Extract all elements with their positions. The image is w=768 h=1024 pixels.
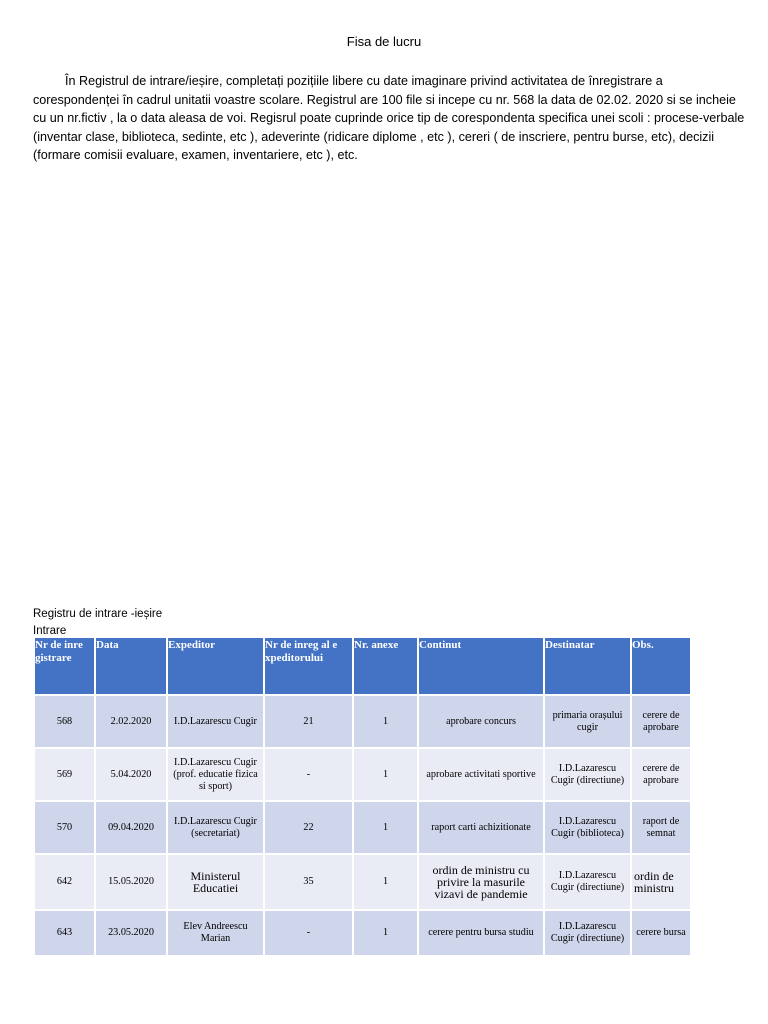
header-destinatar: Destinatar — [545, 638, 630, 696]
cell-continut: ordin de ministru cu privire la masurile vizavi de pandemie — [419, 855, 543, 911]
header-obs: Obs. — [632, 638, 690, 696]
cell-expeditor: Elev Andreescu Marian — [168, 911, 263, 957]
cell-continut: cerere pentru bursa studiu — [419, 911, 543, 957]
cell-data: 5.04.2020 — [96, 749, 166, 802]
cell-expeditor: I.D.Lazarescu Cugir (prof. educatie fizica si sport) — [168, 749, 263, 802]
cell-destinatar: I.D.Lazarescu Cugir (directiune) — [545, 855, 630, 911]
cell-continut: aprobare concurs — [419, 696, 543, 749]
cell-data: 23.05.2020 — [96, 911, 166, 957]
header-data: Data — [96, 638, 166, 696]
registry-table — [33, 638, 692, 957]
cell-anexe: 1 — [354, 855, 417, 911]
header-expeditor: Expeditor — [168, 638, 263, 696]
table-row — [35, 855, 690, 911]
cell-nr-expeditor: 22 — [265, 802, 352, 855]
cell-continut: raport carti achizitionate — [419, 802, 543, 855]
cell-obs: cerere de aprobare — [632, 696, 690, 749]
cell-anexe: 1 — [354, 911, 417, 957]
cell-continut: aprobare activitati sportive — [419, 749, 543, 802]
cell-anexe: 1 — [354, 696, 417, 749]
cell-obs: ordin de ministru — [632, 855, 690, 911]
cell-expeditor: Ministerul Educatiei — [168, 855, 263, 911]
table-row — [35, 696, 690, 749]
header-nr-inregistrare: Nr de inre gistrare — [35, 638, 94, 696]
cell-nr: 642 — [35, 855, 94, 911]
registry-subtitle: Intrare — [33, 625, 67, 637]
cell-nr-expeditor: 21 — [265, 696, 352, 749]
table-header-row — [35, 638, 690, 696]
cell-destinatar: primaria orașului cugir — [545, 696, 630, 749]
cell-destinatar: I.D.Lazarescu Cugir (biblioteca) — [545, 802, 630, 855]
table-row — [35, 802, 690, 855]
cell-expeditor: I.D.Lazarescu Cugir — [168, 696, 263, 749]
cell-data: 2.02.2020 — [96, 696, 166, 749]
cell-nr-expeditor: - — [265, 911, 352, 957]
cell-destinatar: I.D.Lazarescu Cugir (directiune) — [545, 749, 630, 802]
cell-destinatar: I.D.Lazarescu Cugir (directiune) — [545, 911, 630, 957]
page-title: Fisa de lucru — [346, 34, 422, 49]
cell-nr: 643 — [35, 911, 94, 957]
table-row — [35, 749, 690, 802]
cell-nr: 570 — [35, 802, 94, 855]
cell-obs: raport de semnat — [632, 802, 690, 855]
cell-nr: 568 — [35, 696, 94, 749]
cell-nr-expeditor: 35 — [265, 855, 352, 911]
cell-data: 15.05.2020 — [96, 855, 166, 911]
table-row — [35, 911, 690, 957]
cell-obs: cerere de aprobare — [632, 749, 690, 802]
cell-expeditor: I.D.Lazarescu Cugir (secretariat) — [168, 802, 263, 855]
cell-anexe: 1 — [354, 749, 417, 802]
instructions-paragraph: În Registrul de intrare/ieșire, completați pozițiile libere cu date imaginare privind activitatea de înregistrare a corespondenței în cadrul unitatii voastre scolare. Registrul are 100 file si incepe cu nr. 568 la data de 02.02. 2020 si se incheie cu un nr.fictiv , la o data aleasa de voi. Regisrul poate cuprinde orice tip de corespondenta specifica unei scoli : procese-verbale (inventar clase, biblioteca, sedinte, etc ), adeverinte (ridicare diplome , etc ), cereri ( de inscriere, pentru burse, etc), decizii (formare comisii evaluare, examen, inventariere, etc ), etc. — [33, 74, 745, 162]
cell-data: 09.04.2020 — [96, 802, 166, 855]
cell-obs: cerere bursa — [632, 911, 690, 957]
cell-anexe: 1 — [354, 802, 417, 855]
header-nr-inreg-expeditor: Nr de inreg al e xpeditorului — [265, 638, 352, 696]
cell-nr-expeditor: - — [265, 749, 352, 802]
cell-nr: 569 — [35, 749, 94, 802]
registry-title: Registru de intrare -ieșire — [33, 608, 163, 620]
header-nr-anexe: Nr. anexe — [354, 638, 417, 696]
header-continut: Continut — [419, 638, 543, 696]
